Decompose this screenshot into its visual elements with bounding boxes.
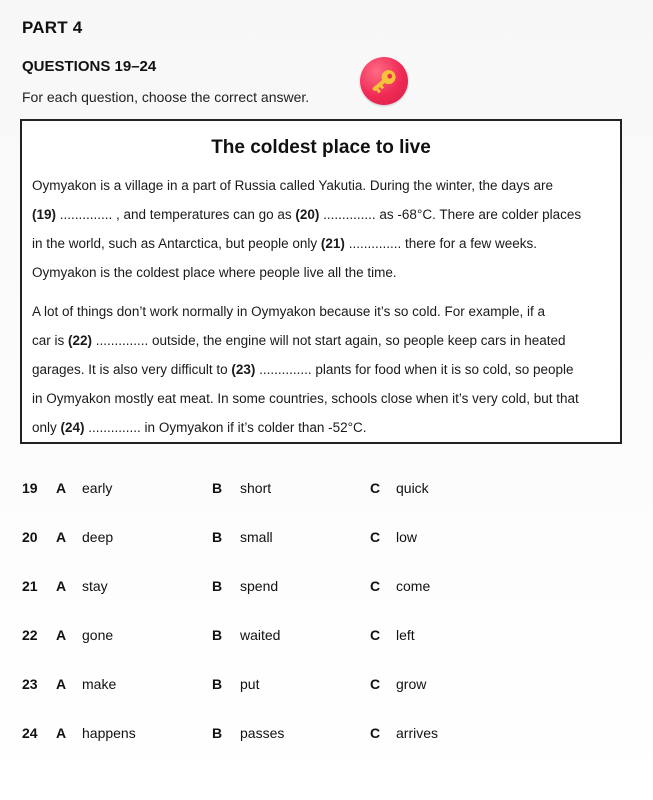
option-a-letter[interactable]: A xyxy=(56,725,67,741)
question-number: 22 xyxy=(22,627,38,643)
text-line xyxy=(32,413,610,442)
option-b-text[interactable]: spend xyxy=(240,578,279,594)
option-a-text[interactable]: early xyxy=(82,480,113,496)
text-line xyxy=(32,297,610,326)
question-19-row xyxy=(22,480,622,529)
option-c-letter[interactable]: C xyxy=(370,529,381,545)
text-segment: Oymyakon is the coldest place where people live all the time. xyxy=(32,265,397,280)
option-c-text[interactable]: come xyxy=(396,578,431,594)
text-segment: .............. outside, the engine will not start again, so people keep cars in heated xyxy=(92,333,566,348)
option-a-letter[interactable]: A xyxy=(56,529,67,545)
option-b-letter[interactable]: B xyxy=(212,725,223,741)
question-number: 19 xyxy=(22,480,38,496)
paragraph-2 xyxy=(32,297,610,442)
option-c-letter[interactable]: C xyxy=(370,578,381,594)
text-line xyxy=(32,384,610,413)
option-b-letter[interactable]: B xyxy=(212,676,223,692)
option-b-letter[interactable]: B xyxy=(212,578,223,594)
reading-text-box xyxy=(20,119,622,444)
option-b-letter[interactable]: B xyxy=(212,529,223,545)
questions-title: QUESTIONS 19–24 xyxy=(22,58,157,75)
option-a-text[interactable]: happens xyxy=(82,725,136,741)
text-segment: in the world, such as Antarctica, but people only xyxy=(32,236,321,251)
part-title: PART 4 xyxy=(22,18,83,37)
option-c-text[interactable]: low xyxy=(396,529,418,545)
text-segment: car is xyxy=(32,333,69,348)
text-line xyxy=(32,355,610,384)
option-c-letter[interactable]: C xyxy=(370,480,381,496)
instruction-text: For each question, choose the correct answer. xyxy=(22,89,310,105)
question-23-row xyxy=(22,676,622,725)
text-segment: .............. there for a few weeks. xyxy=(344,236,538,251)
text-segment: in Oymyakon mostly eat meat. In some countries, schools close when it’s very cold, but that xyxy=(32,391,579,406)
question-number: 23 xyxy=(22,676,38,692)
text-line xyxy=(32,229,610,258)
option-c-letter[interactable]: C xyxy=(370,676,381,692)
option-b-text[interactable]: waited xyxy=(240,627,281,643)
text-line xyxy=(32,326,610,355)
text-segment: .............. in Oymyakon if it’s colder than -52°C. xyxy=(84,420,367,435)
option-c-text[interactable]: grow xyxy=(396,676,427,692)
option-a-text[interactable]: deep xyxy=(82,529,114,545)
text-segment: A lot of things don’t work normally in Oymyakon because it’s so cold. For example, if a xyxy=(32,304,545,319)
text-line xyxy=(32,258,610,287)
option-b-text[interactable]: put xyxy=(240,676,260,692)
option-c-letter[interactable]: C xyxy=(370,725,381,741)
option-b-letter[interactable]: B xyxy=(212,627,223,643)
gap-19: (19) xyxy=(32,207,57,222)
option-a-text[interactable]: gone xyxy=(82,627,114,643)
option-a-letter[interactable]: A xyxy=(56,480,67,496)
option-a-letter[interactable]: A xyxy=(56,578,67,594)
text-line xyxy=(32,171,610,200)
key-icon xyxy=(366,63,402,99)
text-segment: Oymyakon is a village in a part of Russia called Yakutia. During the winter, the days are xyxy=(32,178,554,193)
option-c-letter[interactable]: C xyxy=(370,627,381,643)
option-b-text[interactable]: passes xyxy=(240,725,285,741)
option-c-text[interactable]: left xyxy=(396,627,415,643)
option-a-text[interactable]: make xyxy=(82,676,117,692)
option-b-letter[interactable]: B xyxy=(212,480,223,496)
option-a-letter[interactable]: A xyxy=(56,676,67,692)
option-b-text[interactable]: small xyxy=(240,529,273,545)
gap-23: (23) xyxy=(231,362,256,377)
exam-header xyxy=(22,18,633,105)
text-segment: .............. plants for food when it is so cold, so people xyxy=(255,362,574,377)
gap-24: (24) xyxy=(60,420,85,435)
option-c-text[interactable]: arrives xyxy=(396,725,439,741)
text-segment: only xyxy=(32,420,61,435)
text-line xyxy=(32,200,610,229)
question-number: 20 xyxy=(22,529,38,545)
gap-21: (21) xyxy=(320,236,345,251)
gap-22: (22) xyxy=(68,333,93,348)
text-title: The coldest place to live xyxy=(211,137,431,158)
answer-options xyxy=(22,480,622,774)
text-segment: .............. , and temperatures can go as xyxy=(56,207,296,222)
option-a-letter[interactable]: A xyxy=(56,627,67,643)
question-22-row xyxy=(22,627,622,676)
question-21-row xyxy=(22,578,622,627)
question-number: 24 xyxy=(22,725,38,741)
option-c-text[interactable]: quick xyxy=(396,480,429,496)
question-20-row xyxy=(22,529,622,578)
key-badge xyxy=(360,57,408,105)
question-number: 21 xyxy=(22,578,38,594)
gap-20: (20) xyxy=(295,207,320,222)
paragraph-1 xyxy=(32,171,610,287)
text-segment: .............. as -68°C. There are colder places xyxy=(319,207,582,222)
option-b-text[interactable]: short xyxy=(240,480,272,496)
text-segment: garages. It is also very difficult to xyxy=(32,362,232,377)
option-a-text[interactable]: stay xyxy=(82,578,108,594)
question-24-row xyxy=(22,725,622,774)
